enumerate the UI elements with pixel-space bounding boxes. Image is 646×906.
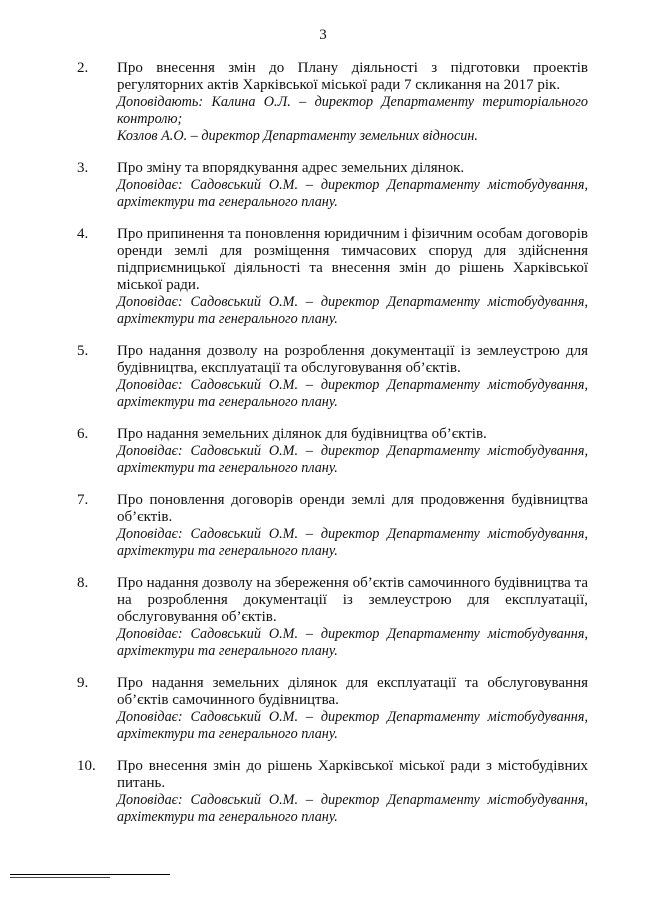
agenda-item — [0, 675, 646, 743]
item-number: 3. — [77, 160, 89, 176]
item-number: 9. — [77, 675, 89, 691]
item-number: 6. — [77, 426, 89, 442]
footer-rule — [10, 874, 170, 875]
agenda-item — [0, 492, 646, 560]
item-title: Про внесення змін до рішень Харківської міської ради з містобудівних питань. — [117, 758, 588, 791]
agenda-list — [0, 60, 646, 841]
item-speaker: Доповідає: Садовський О.М. – директор Департаменту містобудування, архітектури та генерального плану. — [117, 709, 588, 742]
agenda-item — [0, 426, 646, 477]
item-speaker: Доповідає: Садовський О.М. – директор Департаменту містобудування, архітектури та генерального плану. — [117, 792, 588, 825]
item-title: Про надання земельних ділянок для експлуатації та обслуговування об’єктів самочинного будівництва. — [117, 675, 588, 708]
footer-rule-short — [10, 877, 110, 878]
item-title: Про поновлення договорів оренди землі для продовження будівництва об’єктів. — [117, 492, 588, 525]
item-title: Про надання земельних ділянок для будівництва об’єктів. — [117, 426, 487, 442]
item-number: 8. — [77, 575, 89, 591]
item-speaker: Доповідає: Садовський О.М. – директор Департаменту містобудування, архітектури та генерального плану. — [117, 177, 588, 210]
item-speaker: Козлов А.О. – директор Департаменту земельних відносин. — [117, 128, 478, 144]
item-speaker: Доповідають: Калина О.Л. – директор Департаменту територіального контролю; — [117, 94, 588, 127]
item-number: 4. — [77, 226, 89, 242]
item-number: 2. — [77, 60, 89, 76]
item-title: Про внесення змін до Плану діяльності з підготовки проектів регуляторних актів Харківської міської ради 7 скликання на 2017 рік. — [117, 60, 588, 93]
item-speaker: Доповідає: Садовський О.М. – директор Департаменту містобудування, архітектури та генерального плану. — [117, 443, 588, 476]
agenda-item — [0, 575, 646, 660]
item-title: Про зміну та впорядкування адрес земельних ділянок. — [117, 160, 465, 176]
item-number: 7. — [77, 492, 89, 508]
item-title: Про припинення та поновлення юридичним і фізичним особам договорів оренди землі для розміщення тимчасових споруд для здійснення підприємницької діяльності та внесення змін до рішень Харківської міської ради. — [117, 226, 588, 293]
page-number: 3 — [319, 27, 327, 43]
item-speaker: Доповідає: Садовський О.М. – директор Департаменту містобудування, архітектури та генерального плану. — [117, 294, 588, 327]
agenda-item — [0, 226, 646, 328]
item-title: Про надання дозволу на збереження об’єктів самочинного будівництва та на розроблення документації із землеустрою для експлуатації, обслуговування об’єктів. — [117, 575, 588, 625]
agenda-item — [0, 160, 646, 211]
item-number: 10. — [77, 758, 96, 774]
item-number: 5. — [77, 343, 89, 359]
agenda-item — [0, 60, 646, 145]
item-speaker: Доповідає: Садовський О.М. – директор Департаменту містобудування, архітектури та генерального плану. — [117, 377, 588, 410]
item-speaker: Доповідає: Садовський О.М. – директор Департаменту містобудування, архітектури та генерального плану. — [117, 626, 588, 659]
agenda-item — [0, 343, 646, 411]
item-title: Про надання дозволу на розроблення документації із землеустрою для будівництва, експлуатації та обслуговування об’єктів. — [117, 343, 588, 376]
item-speaker: Доповідає: Садовський О.М. – директор Департаменту містобудування, архітектури та генерального плану. — [117, 526, 588, 559]
agenda-item — [0, 758, 646, 826]
